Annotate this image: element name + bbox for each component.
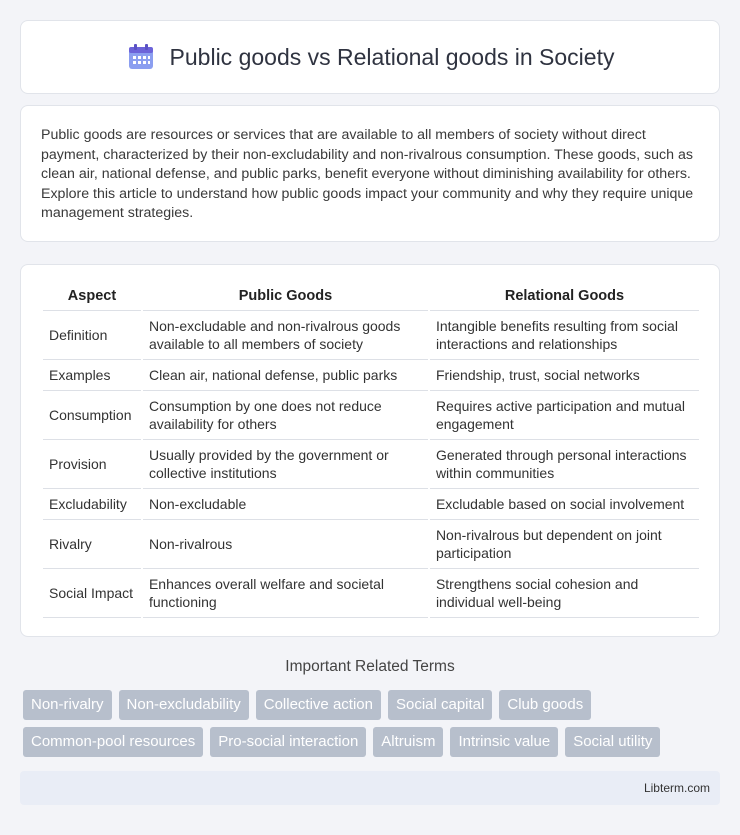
tag[interactable]: Collective action bbox=[256, 690, 381, 720]
cell-aspect: Rivalry bbox=[43, 519, 141, 568]
table-row bbox=[43, 310, 699, 359]
table-row bbox=[43, 568, 699, 618]
table-row bbox=[43, 359, 699, 390]
tag[interactable]: Altruism bbox=[373, 727, 443, 757]
comparison-table bbox=[41, 282, 701, 618]
header-public-goods: Public Goods bbox=[238, 288, 333, 304]
cell-public: Usually provided by the government or collective institutions bbox=[143, 439, 428, 488]
cell-public: Non-rivalrous bbox=[143, 519, 428, 568]
table-row bbox=[43, 439, 699, 488]
cell-relational: Intangible benefits resulting from social interactions and relationships bbox=[430, 310, 699, 359]
cell-aspect: Excludability bbox=[43, 488, 141, 519]
related-terms-title: Important Related Terms bbox=[285, 658, 455, 675]
calendar-icon bbox=[126, 43, 156, 71]
cell-public: Non-excludable bbox=[143, 488, 428, 519]
cell-public: Clean air, national defense, public parks bbox=[143, 359, 428, 390]
cell-public: Enhances overall welfare and societal functioning bbox=[143, 568, 428, 618]
cell-aspect: Definition bbox=[43, 310, 141, 359]
cell-public: Consumption by one does not reduce availability for others bbox=[143, 390, 428, 439]
tag[interactable]: Social utility bbox=[565, 727, 660, 757]
cell-relational: Excludable based on social involvement bbox=[430, 488, 699, 519]
related-terms-tags bbox=[23, 690, 723, 757]
tag[interactable]: Non-excludability bbox=[119, 690, 249, 720]
tag[interactable]: Intrinsic value bbox=[450, 727, 558, 757]
comparison-table-card bbox=[20, 264, 720, 637]
cell-aspect: Consumption bbox=[43, 390, 141, 439]
title-wrap bbox=[126, 43, 615, 71]
tag[interactable]: Social capital bbox=[388, 690, 492, 720]
tag[interactable]: Club goods bbox=[499, 690, 591, 720]
intro-card bbox=[20, 105, 720, 242]
cell-relational: Non-rivalrous but dependent on joint participation bbox=[430, 519, 699, 568]
tag[interactable]: Common-pool resources bbox=[23, 727, 203, 757]
cell-relational: Generated through personal interactions within communities bbox=[430, 439, 699, 488]
cell-relational: Requires active participation and mutual engagement bbox=[430, 390, 699, 439]
table-header-row bbox=[43, 282, 699, 310]
table-row bbox=[43, 519, 699, 568]
cell-public: Non-excludable and non-rivalrous goods available to all members of society bbox=[143, 310, 428, 359]
cell-relational: Strengthens social cohesion and individual well-being bbox=[430, 568, 699, 618]
table-row bbox=[43, 390, 699, 439]
page-title: Public goods vs Relational goods in Society bbox=[169, 43, 615, 70]
tag[interactable]: Pro-social interaction bbox=[210, 727, 366, 757]
intro-text: Public goods are resources or services that are available to all members of society without direct payment, characterized by their non-excludability and non-rivalrous consumption. These goods, such as clean air, national defense, and public parks, benefit everyone without diminishing availability for others. Explore this article to understand how public goods impact your community and why they require unique management strategies. bbox=[41, 127, 694, 222]
footer bbox=[20, 771, 720, 805]
cell-aspect: Examples bbox=[43, 359, 141, 390]
cell-relational: Friendship, trust, social networks bbox=[430, 359, 699, 390]
header-aspect: Aspect bbox=[67, 288, 117, 304]
footer-site-link[interactable]: Libterm.com bbox=[643, 781, 710, 795]
cell-aspect: Provision bbox=[43, 439, 141, 488]
cell-aspect: Social Impact bbox=[43, 568, 141, 618]
table-row bbox=[43, 488, 699, 519]
tag[interactable]: Non-rivalry bbox=[23, 690, 112, 720]
header-relational-goods: Relational Goods bbox=[504, 288, 625, 304]
header-card bbox=[20, 20, 720, 94]
